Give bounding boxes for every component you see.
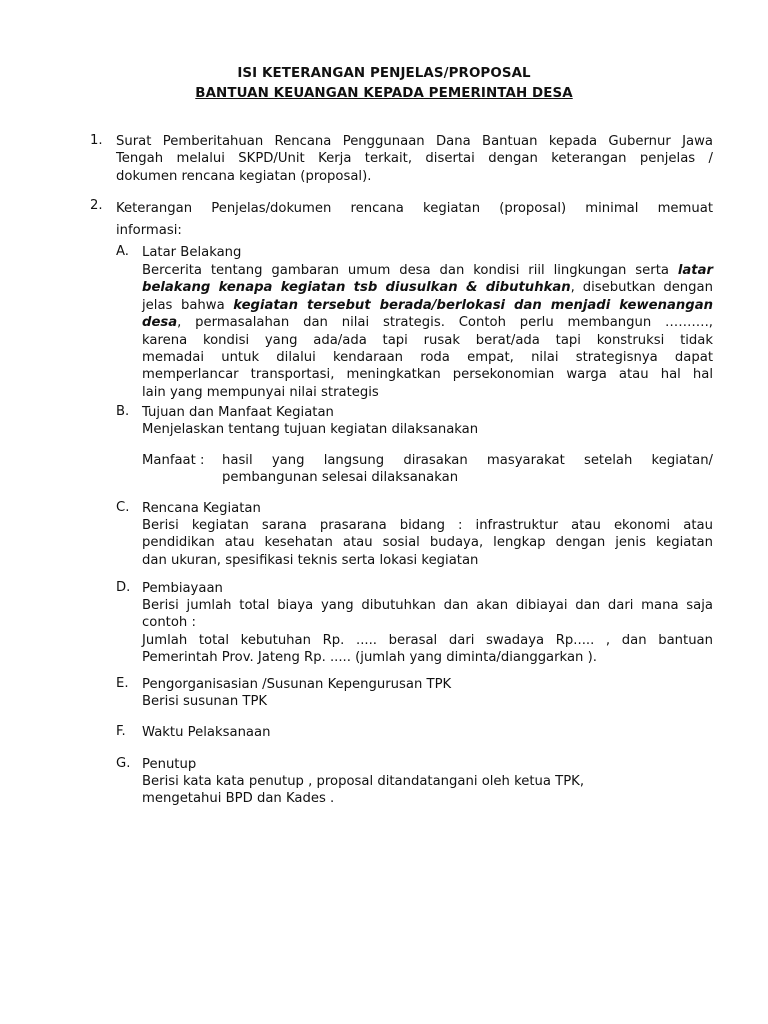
section-d-body: Berisi jumlah total biaya yang dibutuhkan dan akan dibiayai dan dari mana saja contoh : Jumlah total kebutuhan Rp. ..... berasal dari swadaya Rp..... , dan bantuan Pemerintah Prov. Jateng Rp. ..... (jumlah yang diminta/dianggarkan ). <box>142 598 713 666</box>
section-f-heading: Waktu Pelaksanaan <box>142 725 271 740</box>
section-g-body: Berisi kata kata penutup , proposal ditandatangani oleh ketua TPK, mengetahui BPD dan Kades . <box>142 774 585 807</box>
section-d-heading: Pembiayaan <box>142 581 223 596</box>
section-c-body: Berisi kegiatan sarana prasarana bidang : infrastruktur atau ekonomi atau pendidikan atau kesehatan atau sosial budaya, lengkap dengan jenis kegiatan dan ukuran, spesifikasi teknis serta lokasi kegiatan <box>142 518 713 568</box>
section-c-heading: Rencana Kegiatan <box>142 501 261 516</box>
section-e-letter: E. <box>116 676 129 691</box>
item-1-text: Surat Pemberitahuan Rencana Penggunaan Dana Bantuan kepada Gubernur Jawa Tengah melalui SKPD/Unit Kerja terkait, disertai dengan keterangan penjelas / dokumen rencana kegiatan (proposal). <box>116 134 713 184</box>
item-1-number: 1. <box>90 133 103 148</box>
section-a-heading: Latar Belakang <box>142 245 242 260</box>
section-b-letter: B. <box>116 404 130 419</box>
section-g-letter: G. <box>116 756 131 771</box>
manfaat-label: Manfaat : <box>142 453 205 468</box>
section-f-letter: F. <box>116 724 126 739</box>
section-g-heading: Penutup <box>142 757 197 772</box>
item-2-text: Keterangan Penjelas/dokumen rencana kegiatan (proposal) minimal memuat informasi: <box>116 201 713 238</box>
item-2-number: 2. <box>90 198 103 213</box>
section-b-body: Menjelaskan tentang tujuan kegiatan dilaksanakan <box>142 422 479 437</box>
section-d-letter: D. <box>116 580 131 595</box>
section-c-letter: C. <box>116 500 130 515</box>
manfaat-text: hasil yang langsung dirasakan masyarakat setelah kegiatan/ pembangunan selesai dilaksanakan <box>222 453 713 486</box>
section-a-letter: A. <box>116 244 129 259</box>
section-e-body: Berisi susunan TPK <box>142 694 268 709</box>
section-a-body: Bercerita tentang gambaran umum desa dan kondisi riil lingkungan serta latar belakang kenapa kegiatan tsb diusulkan & dibutuhkan, disebutkan dengan jelas bahwa kegiatan tersebut berada/berlokasi dan menjadi kewenangan desa, permasalahan dan nilai strategis. Contoh perlu membangun ………., karena kondisi yang ada/ada tapi rusak berat/ada tapi konstruksi tidak memadai untuk dilalui kendaraan roda empat, nilai strategisnya dapat memperlancar transportasi, meningkatkan persekonomian warga atau hal hal lain yang mempunyai nilai strategis <box>142 263 713 400</box>
section-b-heading: Tujuan dan Manfaat Kegiatan <box>142 405 334 420</box>
document-title: ISI KETERANGAN PENJELAS/PROPOSAL <box>237 66 531 81</box>
section-e-heading: Pengorganisasian /Susunan Kepengurusan TPK <box>142 677 452 692</box>
document-subtitle: BANTUAN KEUANGAN KEPADA PEMERINTAH DESA <box>195 86 573 101</box>
